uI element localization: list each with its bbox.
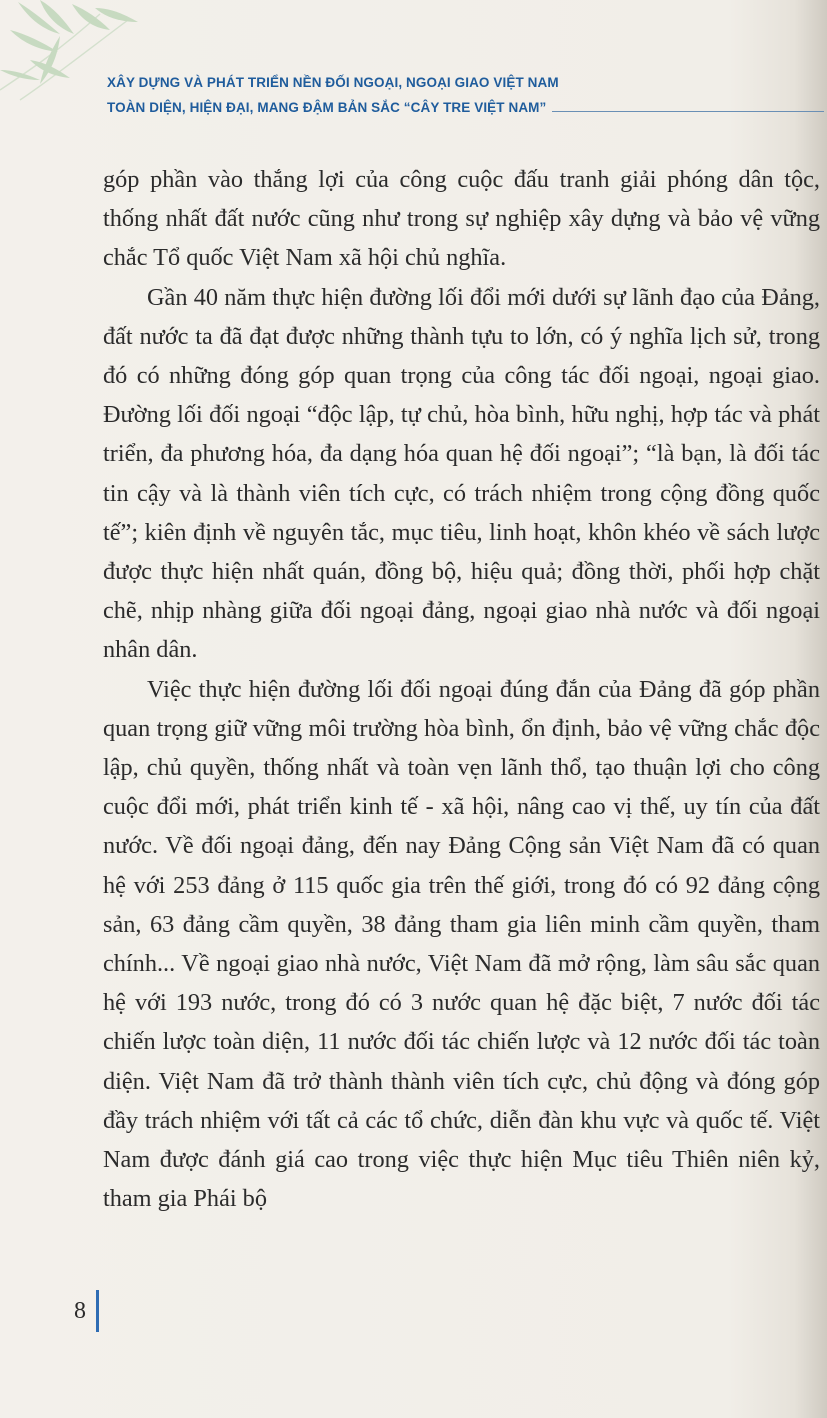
page-number: 8 [74, 1297, 86, 1324]
header-title-line-1: XÂY DỰNG VÀ PHÁT TRIỂN NỀN ĐỐI NGOẠI, NGOẠI GIAO VIỆT NAM [107, 75, 559, 90]
paragraph: Việc thực hiện đường lối đối ngoại đúng đắn của Đảng đã góp phần quan trọng giữ vững môi trường hòa bình, ổn định, bảo vệ vững chắc độc lập, chủ quyền, thống nhất và toàn vẹn lãnh thổ, tạo thuận lợi cho công cuộc đổi mới, phát triển kinh tế - xã hội, nâng cao vị thế, uy tín của đất nước. Về đối ngoại đảng, đến nay Đảng Cộng sản Việt Nam đã có quan hệ với 253 đảng ở 115 quốc gia trên thế giới, trong đó có 92 đảng cộng sản, 63 đảng cầm quyền, 38 đảng tham gia liên minh cầm quyền, tham chính... Về ngoại giao nhà nước, Việt Nam đã mở rộng, làm sâu sắc quan hệ với 193 nước, trong đó có 3 nước quan hệ đặc biệt, 7 nước đối tác chiến lược toàn diện, 11 nước đối tác chiến lược và 12 nước đối tác toàn diện. Việt Nam đã trở thành thành viên tích cực, chủ động và đóng góp đầy trách nhiệm với tất cả các tổ chức, diễn đàn khu vực và quốc tế. Việt Nam được đánh giá cao trong việc thực hiện Mục tiêu Thiên niên kỷ, tham gia Phái bộ [103, 675, 820, 1213]
paragraph: Gần 40 năm thực hiện đường lối đổi mới dưới sự lãnh đạo của Đảng, đất nước ta đã đạt được những thành tựu to lớn, có ý nghĩa lịch sử, trong đó có những đóng góp quan trọng của công tác đối ngoại, ngoại giao. Đường lối đối ngoại “độc lập, tự chủ, hòa bình, hữu nghị, hợp tác và phát triển, đa phương hóa, đa dạng hóa quan hệ đối ngoại”; “là bạn, là đối tác tin cậy và là thành viên tích cực, có trách nhiệm trong cộng đồng quốc tế”; kiên định về nguyên tắc, mục tiêu, linh hoạt, khôn khéo về sách lược được thực hiện nhất quán, đồng bộ, hiệu quả; đồng thời, phối hợp chặt chẽ, nhịp nhàng giữa đối ngoại đảng, ngoại giao nhà nước và đối ngoại nhân dân. [103, 283, 820, 664]
page-footer [74, 1290, 99, 1332]
header-rule [552, 111, 824, 112]
header-title-line-2: TOÀN DIỆN, HIỆN ĐẠI, MANG ĐẬM BẢN SẮC “CÂY TRE VIỆT NAM” [107, 100, 547, 115]
running-header [107, 70, 824, 120]
header-line-2 [107, 95, 824, 120]
page-number-bar [96, 1290, 99, 1332]
body-text [103, 160, 820, 1218]
paragraph: góp phần vào thắng lợi của công cuộc đấu tranh giải phóng dân tộc, thống nhất đất nước cũng như trong sự nghiệp xây dựng và bảo vệ vững chắc Tổ quốc Việt Nam xã hội chủ nghĩa. [103, 166, 820, 272]
